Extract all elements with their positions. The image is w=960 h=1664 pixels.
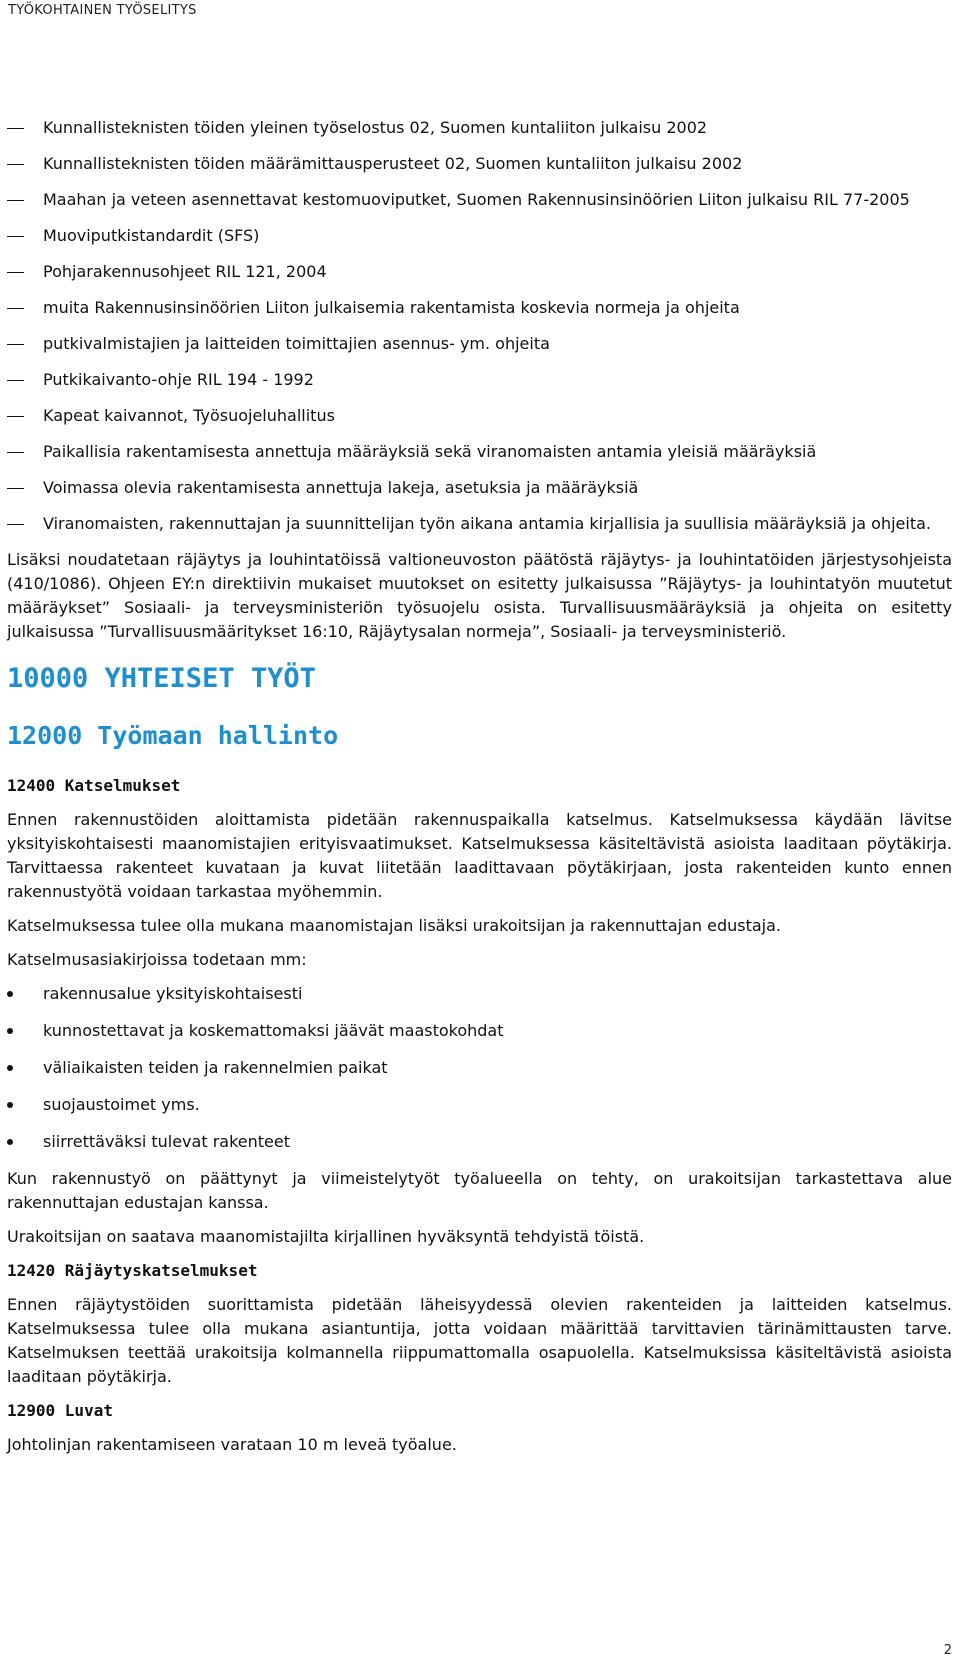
- list-item: väliaikaisten teiden ja rakennelmien paikat: [43, 1058, 388, 1077]
- list-item: siirrettäväksi tulevat rakenteet: [43, 1132, 290, 1151]
- list-item: rakennusalue yksityiskohtaisesti: [43, 984, 303, 1003]
- reference-item: putkivalmistajien ja laitteiden toimittajien asennus- ym. ohjeita: [43, 334, 550, 353]
- document-body: [7, 116, 952, 1467]
- reference-item: Kapeat kaivannot, Työsuojeluhallitus: [43, 406, 335, 425]
- inspection-items-list: [7, 982, 952, 1154]
- paragraph-12400-2: Katselmuksessa tulee olla mukana maanomistajan lisäksi urakoitsijan ja rakennuttajan edustaja.: [7, 916, 781, 935]
- reference-item: Pohjarakennusohjeet RIL 121, 2004: [43, 262, 327, 281]
- reference-item: muita Rakennusinsinöörien Liiton julkaisemia rakentamista koskevia normeja ja ohjeita: [43, 298, 740, 317]
- reference-item: Maahan ja veteen asennettavat kestomuoviputket, Suomen Rakennusinsinöörien Liiton julkaisu RIL 77-2005: [43, 190, 910, 209]
- paragraph-12400-5: Urakoitsijan on saatava maanomistajilta kirjallinen hyväksyntä tehdyistä töistä.: [7, 1227, 645, 1246]
- heading-12900: 12900 Luvat: [7, 1401, 113, 1420]
- list-item: suojaustoimet yms.: [43, 1095, 200, 1114]
- intro-paragraph: Lisäksi noudatetaan räjäytys ja louhintatöissä valtioneuvoston päätöstä räjäytys- ja louhintatöiden järjestysohjeista (410/1086). Ohjeen EY:n direktiivin mukaiset muutokset on esitetty julkaisussa ”Räjäytys- ja louhintatyön muutetut määräykset” Sosiaali- ja terveysministeriön työsuojelu osista. Turvallisuusmääräyksiä ja ohjeita on esitetty julkaisussa ”Turvallisuusmääritykset 16:10, Räjäytysalan normeja”, Sosiaali- ja terveysministeriö.: [7, 550, 952, 641]
- reference-item: Viranomaisten, rakennuttajan ja suunnittelijan työn aikana antamia kirjallisia ja suullisia määräyksiä ja ohjeita.: [43, 514, 931, 533]
- reference-item: Putkikaivanto-ohje RIL 194 - 1992: [43, 370, 314, 389]
- list-item: kunnostettavat ja koskemattomaksi jäävät maastokohdat: [43, 1021, 504, 1040]
- reference-item: Muoviputkistandardit (SFS): [43, 226, 260, 245]
- paragraph-12400-3: Katselmusasiakirjoissa todetaan mm:: [7, 950, 307, 969]
- reference-item: Voimassa olevia rakentamisesta annettuja lakeja, asetuksia ja määräyksiä: [43, 478, 639, 497]
- heading-12420: 12420 Räjäytyskatselmukset: [7, 1261, 258, 1280]
- paragraph-12900-1: Johtolinjan rakentamiseen varataan 10 m leveä työalue.: [7, 1435, 457, 1454]
- heading-10000: 10000 YHTEISET TYÖT: [7, 663, 316, 694]
- page-number: 2: [943, 1643, 952, 1658]
- paragraph-12420-1: Ennen räjäytystöiden suorittamista pidetään läheisyydessä olevien rakenteiden ja laitteiden katselmus. Katselmuksessa tulee olla mukana asiantuntija, jotta voidaan määrittää tarvittavien tärinämittausten tarve. Katselmuksen teettää urakoitsija kolmannella riippumattomalla osapuolella. Katselmuksissa käsiteltävistä asioista laaditaan pöytäkirja.: [7, 1295, 952, 1386]
- document-header-title: TYÖKOHTAINEN TYÖSELITYS: [8, 3, 197, 18]
- paragraph-12400-1: Ennen rakennustöiden aloittamista pidetään rakennuspaikalla katselmus. Katselmuksessa käydään lävitse yksityiskohtaisesti maanomistajien erityisvaatimukset. Katselmuksessa käsiteltävistä asioista laaditaan pöytäkirja. Tarvittaessa rakenteet kuvataan ja kuvat liitetään laadittavaan pöytäkirjaan, josta rakenteiden kunto ennen rakennustyötä voidaan tarkastaa myöhemmin.: [7, 810, 952, 901]
- reference-list: [7, 116, 952, 536]
- reference-item: Paikallisia rakentamisesta annettuja määräyksiä sekä viranomaisten antamia yleisiä määräyksiä: [43, 442, 817, 461]
- reference-item: Kunnallisteknisten töiden yleinen työselostus 02, Suomen kuntaliiton julkaisu 2002: [43, 118, 708, 137]
- heading-12000: 12000 Työmaan hallinto: [7, 721, 339, 750]
- reference-item: Kunnallisteknisten töiden määrämittausperusteet 02, Suomen kuntaliiton julkaisu 2002: [43, 154, 743, 173]
- paragraph-12400-4: Kun rakennustyö on päättynyt ja viimeistelytyöt työalueella on tehty, on urakoitsijan tarkastettava alue rakennuttajan edustajan kanssa.: [7, 1169, 952, 1212]
- heading-12400: 12400 Katselmukset: [7, 776, 181, 795]
